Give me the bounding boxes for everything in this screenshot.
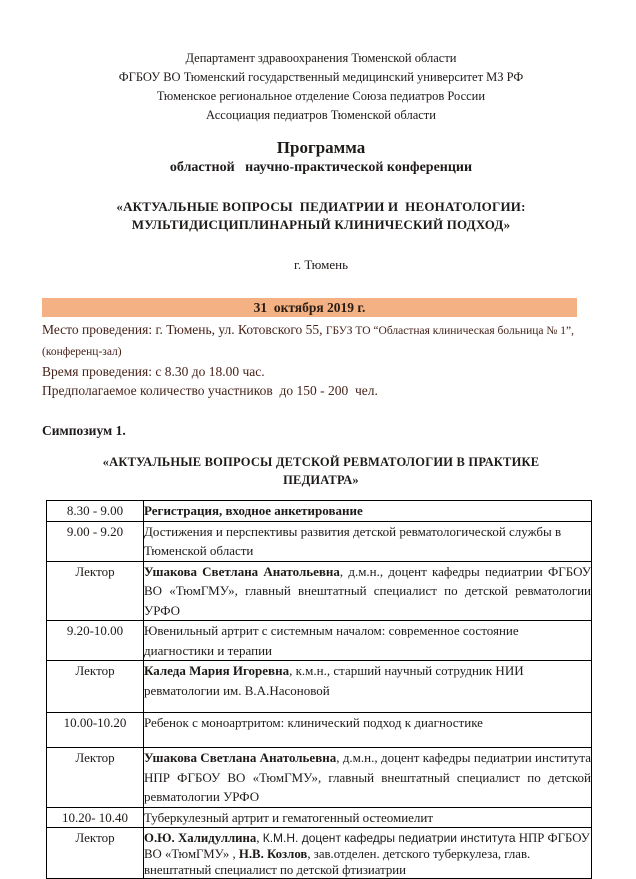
session-cell: [144, 748, 592, 808]
session-text: К.М.Н. доцент кафедры педиатрии института: [262, 831, 516, 845]
event-info-block: [42, 320, 600, 400]
lecturer-name: Ушакова Светлана Анатольевна: [144, 563, 340, 579]
session-cell: [144, 521, 592, 561]
table-row: [47, 661, 592, 713]
conference-title: [42, 198, 600, 234]
table-row: [47, 807, 592, 828]
program-title: Программа: [276, 138, 366, 157]
schedule-table-body: [47, 501, 592, 879]
session-cell: [144, 621, 592, 661]
header-organizations: [42, 49, 600, 125]
lecturer-name: Ушакова Светлана Анатольевна: [144, 750, 337, 765]
table-row: [47, 561, 592, 621]
symposium-title: «АКТУАЛЬНЫЕ ВОПРОСЫ ДЕТСКОЙ РЕВМАТОЛОГИИ В ПРАКТИКЕ ПЕДИАТРА»: [102, 455, 540, 487]
table-row: [47, 621, 592, 661]
program-subtitle: областной научно-практической конференции: [169, 160, 473, 175]
participants-line: Предполагаемое количество участников до 150 - 200 чел.: [42, 383, 378, 398]
session-text: Туберкулезный артрит и гематогенный остеомиелит: [144, 809, 434, 825]
org-line: Тюменское региональное отделение Союза педиатров России: [156, 89, 486, 103]
time-cell: 8.30 - 9.00: [47, 501, 144, 522]
session-text: , д.м.н., доцент кафедры педиатрии ФГБОУ ВО «ТюмГМУ», главный внештатный специалист по детской ревматологии УРФО: [144, 563, 591, 618]
time-cell: 9.00 - 9.20: [47, 521, 144, 561]
time-cell: Лектор: [47, 828, 144, 879]
session-cell: [144, 807, 592, 828]
venue-line: [42, 320, 587, 362]
table-row: [47, 748, 592, 808]
time-cell: 10.00-10.20: [47, 713, 144, 748]
time-cell: Лектор: [47, 661, 144, 713]
city-label: г. Тюмень: [293, 257, 349, 272]
schedule-table: [46, 500, 592, 879]
lecturer-name: Каледа Мария Игоревна: [144, 663, 290, 678]
conference-title-line1: «АКТУАЛЬНЫЕ ВОПРОСЫ ПЕДИАТРИИ И НЕОНАТОЛОГИИ:: [116, 199, 526, 214]
table-row: [47, 521, 592, 561]
lecturer-name: Регистрация, входное анкетирование: [144, 503, 363, 518]
session-text: Ювенильный артрит с системным началом: современное состояние диагностики и терапии: [144, 623, 519, 658]
time-cell: 10.20- 10.40: [47, 807, 144, 828]
venue-main-text: Место проведения: г. Тюмень, ул. Котовского 55,: [42, 322, 326, 337]
venue-small-text: ГБУЗ ТО “Областная клиническая больница № 1”, (конференц-зал): [42, 325, 574, 358]
session-text: ,: [256, 831, 263, 845]
session-text: Ребенок с моноартритом: клинический подход к диагностике: [144, 715, 483, 730]
conference-title-line2: МУЛЬТИДИСЦИПЛИНАРНЫЙ КЛИНИЧЕСКИЙ ПОДХОД»: [131, 217, 511, 232]
lecturer-name: О.Ю. Халидуллина: [144, 831, 257, 845]
table-row: [47, 828, 592, 879]
session-cell: [144, 713, 592, 748]
time-cell: Лектор: [47, 561, 144, 621]
session-text: Достижения и перспективы развития детской ревматологической службы в Тюменской области: [144, 523, 562, 558]
org-line: Департамент здравоохранения Тюменской области: [185, 51, 457, 65]
table-row: [47, 501, 592, 522]
session-text: НПР ФГБОУ ВО «ТюмГМУ» ,: [144, 831, 590, 861]
time-line: Время проведения: с 8.30 до 18.00 час.: [42, 364, 265, 379]
date-banner: 31 октября 2019 г.: [42, 298, 577, 317]
session-text: , зав.отделен. детского туберкулеза, глав. внештатный специалист по детской фтизиатрии: [144, 847, 531, 877]
session-cell: [144, 501, 592, 522]
org-line: Ассоциация педиатров Тюменской области: [206, 108, 436, 122]
session-cell: [144, 828, 592, 879]
symposium-label: Симпозиум 1.: [42, 423, 126, 438]
time-cell: 9.20-10.00: [47, 621, 144, 661]
lecturer-name: Н.В. Козлов: [238, 847, 308, 861]
time-cell: Лектор: [47, 748, 144, 808]
org-line: ФГБОУ ВО Тюменский государственный медицинский университет МЗ РФ: [118, 70, 524, 84]
table-row: [47, 713, 592, 748]
session-text: , к.м.н., старший научный сотрудник НИИ ревматологии им. В.А.Насоновой: [144, 663, 524, 698]
session-cell: [144, 561, 592, 621]
session-cell: [144, 661, 592, 713]
session-text: , д.м.н., доцент кафедры педиатрии института НПР ФГБОУ ВО «ТюмГМУ», главный внештатный специалист по детской ревматологии УРФО: [144, 750, 591, 804]
